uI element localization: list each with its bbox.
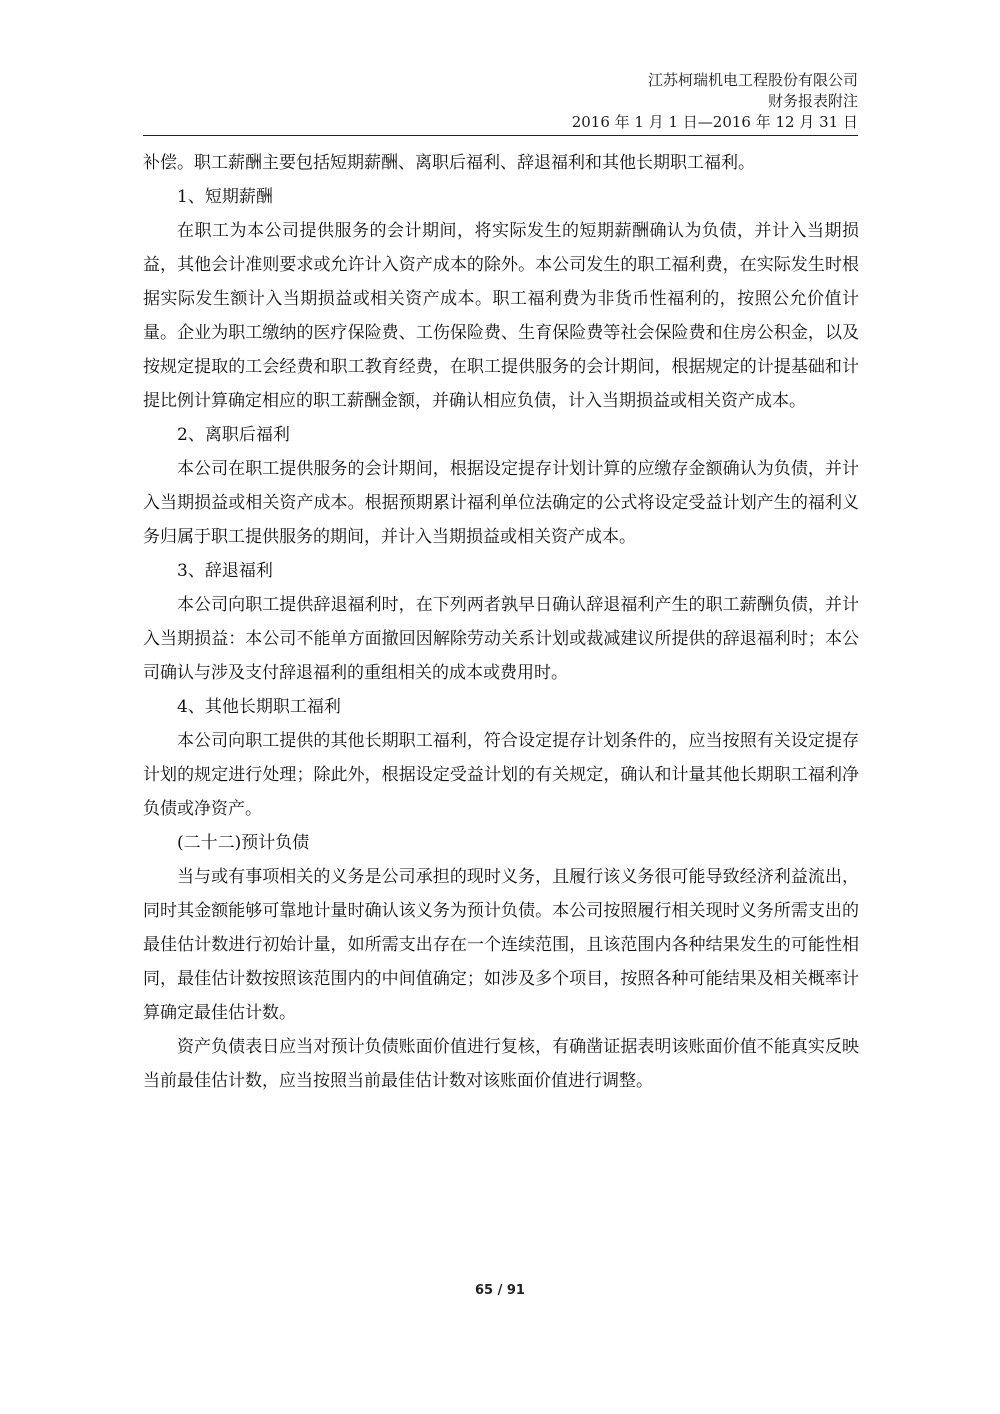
- section-heading-termination-benefits: 3、辞退福利: [177, 561, 273, 581]
- paragraph-provisions-recognition: 当与或有事项相关的义务是公司承担的现时义务，且履行该义务很可能导致经济利益流出，同时其金额能够可靠地计量时确认该义务为预计负债。本公司按照履行相关现时义务所需支出的最佳估计数进行初始计量，如所需支出存在一个连续范围，且该范围内各种结果发生的可能性相同，最佳估计数按照该范围内的中间值确定；如涉及多个项目，按照各种可能结果及相关概率计算确定最佳估计数。: [143, 867, 859, 1023]
- section-heading-post-employment-benefits: 2、离职后福利: [177, 425, 290, 445]
- header-company-name: 江苏柯瑞机电工程股份有限公司: [647, 71, 858, 89]
- section-heading-provisions: (二十二)预计负债: [177, 833, 310, 853]
- paragraph-post-employment-benefits: 本公司在职工提供服务的会计期间，根据设定提存计划计算的应缴存金额确认为负债，并计入当期损益或相关资产成本。根据预期累计福利单位法确定的公式将设定受益计划产生的福利义务归属于职工提供服务的期间，并计入当期损益或相关资产成本。: [143, 459, 859, 547]
- section-heading-other-long-term-benefits: 4、其他长期职工福利: [177, 697, 341, 717]
- paragraph-other-long-term-benefits: 本公司向职工提供的其他长期职工福利，符合设定提存计划条件的，应当按照有关设定提存计划的规定进行处理；除此外，根据设定受益计划的有关规定，确认和计量其他长期职工福利净负债或净资产。: [143, 731, 859, 819]
- header-period: 2016 年 1 月 1 日—2016 年 12 月 31 日: [571, 113, 858, 131]
- paragraph-termination-benefits: 本公司向职工提供辞退福利时，在下列两者孰早日确认辞退福利产生的职工薪酬负债，并计入当期损益：本公司不能单方面撤回因解除劳动关系计划或裁减建议所提供的辞退福利时；本公司确认与涉及支付辞退福利的重组相关的成本或费用时。: [143, 595, 859, 683]
- page-number: 65 / 91: [475, 1283, 525, 1298]
- header-document-title: 财务报表附注: [767, 92, 858, 110]
- section-heading-short-term-compensation: 1、短期薪酬: [177, 187, 273, 207]
- paragraph-short-term-compensation: 在职工为本公司提供服务的会计期间，将实际发生的短期薪酬确认为负债，并计入当期损益，其他会计准则要求或允许计入资产成本的除外。本公司发生的职工福利费，在实际发生时根据实际发生额计入当期损益或相关资产成本。职工福利费为非货币性福利的，按照公允价值计量。企业为职工缴纳的医疗保险费、工伤保险费、生育保险费等社会保险费和住房公积金，以及按规定提取的工会经费和职工教育经费，在职工提供服务的会计期间，根据规定的计提基础和计提比例计算确定相应的职工薪酬金额，并确认相应负债，计入当期损益或相关资产成本。: [143, 221, 859, 411]
- header-divider: [143, 135, 858, 136]
- document-body: [143, 146, 859, 1098]
- paragraph-continuation: 补偿。职工薪酬主要包括短期薪酬、离职后福利、辞退福利和其他长期职工福利。: [143, 153, 755, 173]
- paragraph-provisions-review: 资产负债表日应当对预计负债账面价值进行复核，有确凿证据表明该账面价值不能真实反映当前最佳估计数，应当按照当前最佳估计数对该账面价值进行调整。: [143, 1037, 859, 1091]
- page-header: [143, 70, 858, 133]
